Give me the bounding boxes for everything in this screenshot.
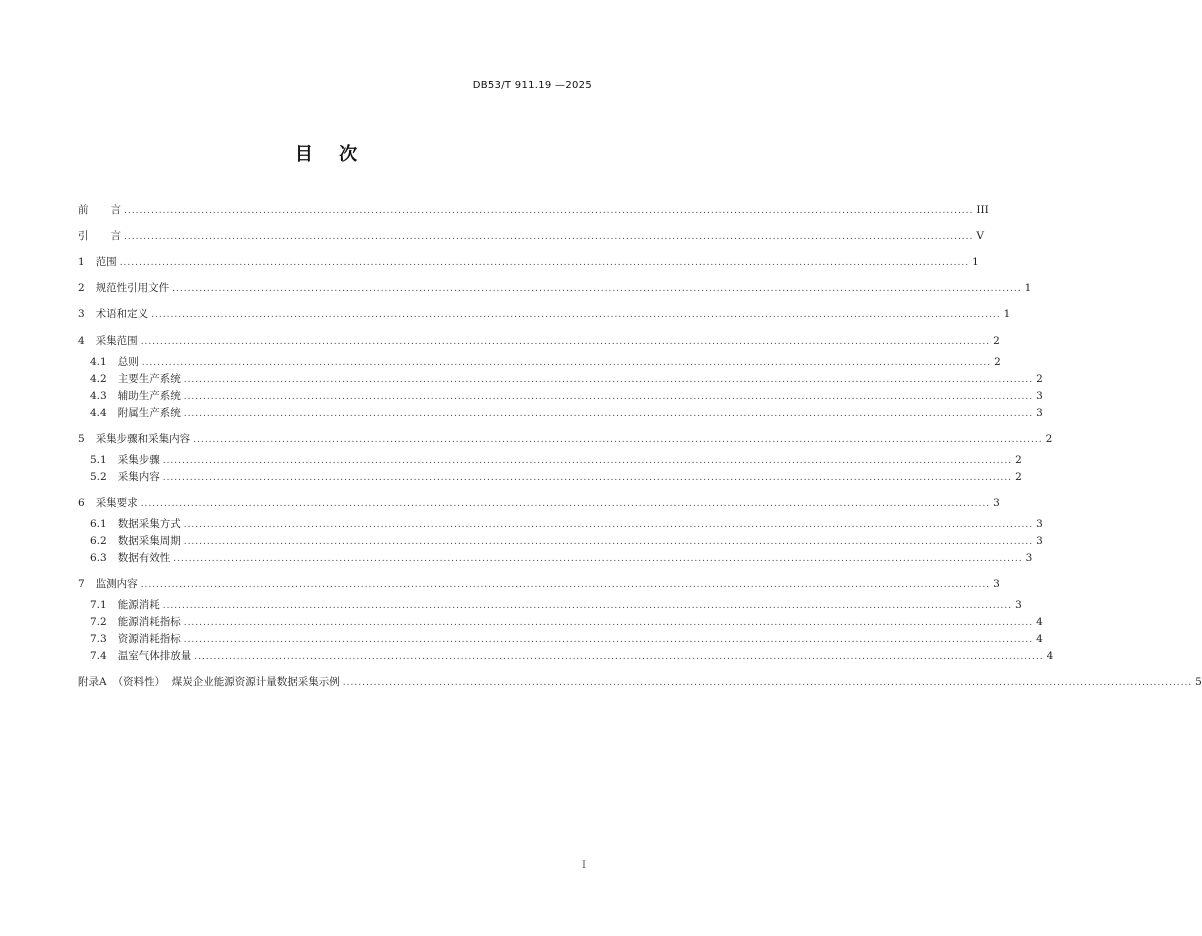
- toc-entry-4[interactable]: [78, 334, 1000, 348]
- toc-entry-label: 数据有效性: [117, 552, 171, 564]
- toc-entry-number: 3: [78, 308, 85, 320]
- toc-entry-number: 5: [78, 433, 85, 445]
- leader-dots: ............................................................................................................................................................................................................................: [183, 618, 1034, 628]
- toc-entry-5-1[interactable]: [90, 453, 1022, 467]
- toc-entry-appendix-a[interactable]: [78, 675, 1202, 689]
- toc-entry-page: 5: [1195, 676, 1202, 688]
- toc-entry-label: 采集内容: [117, 471, 160, 483]
- document-code: DB53/T 911.19 —2025: [472, 80, 592, 91]
- toc-entry-number: 1: [78, 256, 85, 268]
- toc-entry-7[interactable]: [78, 577, 1000, 591]
- toc-entry-number: 5.1: [90, 454, 107, 466]
- toc-entry-page: 4: [1046, 650, 1054, 662]
- leader-dots: ............................................................................................................................................................................................................................: [162, 473, 1013, 483]
- toc-entry-preface[interactable]: [78, 203, 989, 217]
- toc-entry-page: 3: [1015, 599, 1022, 611]
- leader-dots: ............................................................................................................................................................................................................................: [183, 375, 1034, 385]
- toc-entry-number: 4.3: [90, 390, 107, 402]
- leader-dots: ............................................................................................................................................................................................................................: [162, 601, 1013, 611]
- toc-entry-page: 3: [1036, 535, 1043, 547]
- leader-dots: ............................................................................................................................................................................................................................: [124, 232, 974, 242]
- toc-entry-page: 2: [1015, 454, 1022, 466]
- toc-entry-number: 7: [78, 578, 85, 590]
- toc-entry-label: 采集要求: [95, 497, 138, 509]
- toc-entry-number: 5.2: [90, 471, 107, 483]
- toc-entry-7-1[interactable]: [90, 598, 1022, 612]
- toc-entry-4-3[interactable]: [90, 389, 1043, 403]
- toc-entry-page: 3: [993, 578, 1000, 590]
- leader-dots: ............................................................................................................................................................................................................................: [140, 499, 991, 509]
- toc-entry-4-1[interactable]: [90, 355, 1001, 369]
- toc-entry-number: 7.3: [90, 633, 107, 645]
- toc-entry-label: 温室气体排放量: [117, 650, 192, 662]
- toc-entry-label: 术语和定义: [95, 308, 149, 320]
- toc-entry-7-4[interactable]: [90, 649, 1054, 663]
- toc-entry-5[interactable]: [78, 432, 1053, 446]
- leader-dots: ............................................................................................................................................................................................................................: [183, 537, 1034, 547]
- toc-entry-label: 能源消耗: [117, 599, 160, 611]
- toc-entry-6-3[interactable]: [90, 551, 1033, 565]
- leader-dots: ............................................................................................................................................................................................................................: [162, 456, 1013, 466]
- leader-dots: ............................................................................................................................................................................................................................: [183, 635, 1034, 645]
- toc-entry-label: 资源消耗指标: [117, 633, 181, 645]
- toc-entry-page: 1: [1024, 282, 1032, 294]
- page-title: 目 次: [294, 144, 368, 165]
- toc-entry-label: 范围: [95, 256, 117, 268]
- toc-entry-label: 主要生产系统: [117, 373, 181, 385]
- toc-entry-page: III: [976, 204, 989, 216]
- toc-entry-6[interactable]: [78, 496, 1000, 510]
- page-number: I: [582, 860, 586, 871]
- leader-dots: ............................................................................................................................................................................................................................: [119, 258, 970, 268]
- toc-entry-page: 3: [1036, 407, 1043, 419]
- toc-entry-7-2[interactable]: [90, 615, 1043, 629]
- toc-entry-page: 1: [1003, 308, 1011, 320]
- toc-entry-label: 能源消耗指标: [117, 616, 181, 628]
- toc-entry-number: 6.3: [90, 552, 107, 564]
- toc-entry-number: 4.1: [90, 356, 107, 368]
- toc-entry-page: 1: [972, 256, 979, 268]
- toc-entry-label: 辅助生产系统: [117, 390, 181, 402]
- toc-entry-6-2[interactable]: [90, 534, 1043, 548]
- toc-entry-label: 言: [110, 230, 121, 242]
- toc-entry-page: 3: [1036, 518, 1043, 530]
- leader-dots: ............................................................................................................................................................................................................................: [140, 337, 991, 347]
- toc-entry-label: 附属生产系统: [117, 407, 181, 419]
- toc-entry-number: 7.1: [90, 599, 107, 611]
- leader-dots: ............................................................................................................................................................................................................................: [151, 310, 1001, 320]
- toc-entry-number: 2: [78, 282, 85, 294]
- toc-entry-7-3[interactable]: [90, 632, 1043, 646]
- leader-dots: ............................................................................................................................................................................................................................: [194, 652, 1044, 662]
- toc-entry-page: 2: [1015, 471, 1022, 483]
- toc-entry-label: 言: [110, 204, 121, 216]
- leader-dots: ............................................................................................................................................................................................................................: [141, 358, 992, 368]
- leader-dots: ............................................................................................................................................................................................................................: [173, 554, 1023, 564]
- toc-entry-number: 前: [78, 204, 89, 216]
- toc-entry-label: 数据采集方式: [117, 518, 181, 530]
- toc-entry-number: 7.2: [90, 616, 107, 628]
- toc-entry-3[interactable]: [78, 307, 1011, 321]
- toc-entry-page: 2: [993, 335, 1000, 347]
- toc-entry-number: 4.4: [90, 407, 107, 419]
- toc-entry-label: 数据采集周期: [117, 535, 181, 547]
- toc-entry-number: 6.2: [90, 535, 107, 547]
- toc-entry-label: （资料性） 煤炭企业能源资源计量数据采集示例: [112, 676, 340, 688]
- toc-entry-4-4[interactable]: [90, 406, 1043, 420]
- toc-entry-label: 采集步骤: [117, 454, 160, 466]
- leader-dots: ............................................................................................................................................................................................................................: [124, 206, 974, 216]
- toc-entry-2[interactable]: [78, 281, 1032, 295]
- toc-entry-label: 采集步骤和采集内容: [95, 433, 191, 445]
- toc-entry-introduction[interactable]: [78, 229, 984, 243]
- toc-entry-label: 采集范围: [95, 335, 138, 347]
- toc-entry-number: 4: [78, 335, 85, 347]
- leader-dots: ............................................................................................................................................................................................................................: [183, 409, 1034, 419]
- toc-entry-page: 2: [994, 356, 1001, 368]
- leader-dots: ............................................................................................................................................................................................................................: [183, 520, 1034, 530]
- toc-entry-page: 4: [1036, 616, 1043, 628]
- toc-entry-label: 规范性引用文件: [95, 282, 170, 294]
- leader-dots: ............................................................................................................................................................................................................................: [172, 284, 1022, 294]
- toc-entry-5-2[interactable]: [90, 470, 1022, 484]
- toc-entry-page: 2: [1036, 373, 1043, 385]
- toc-entry-label: 总则: [117, 356, 139, 368]
- toc-entry-number: 6.1: [90, 518, 107, 530]
- toc-entry-page: 3: [1025, 552, 1033, 564]
- toc-entry-number: 4.2: [90, 373, 107, 385]
- leader-dots: ............................................................................................................................................................................................................................: [183, 392, 1034, 402]
- toc-entry-number: 引: [78, 230, 89, 242]
- toc-entry-number: 附录A: [78, 676, 107, 688]
- leader-dots: ............................................................................................................................................................................................................................: [193, 435, 1043, 445]
- toc-entry-page: 4: [1036, 633, 1043, 645]
- leader-dots: ............................................................................................................................................................................................................................: [342, 678, 1193, 688]
- toc-entry-label: 监测内容: [95, 578, 138, 590]
- toc-entry-page: 2: [1045, 433, 1053, 445]
- toc-entry-6-1[interactable]: [90, 517, 1043, 531]
- toc-entry-number: 6: [78, 497, 85, 509]
- toc-entry-page: V: [976, 230, 984, 242]
- toc-entry-page: 3: [1036, 390, 1043, 402]
- toc-entry-1[interactable]: [78, 255, 979, 269]
- toc-entry-number: 7.4: [90, 650, 107, 662]
- leader-dots: ............................................................................................................................................................................................................................: [140, 580, 991, 590]
- toc-entry-4-2[interactable]: [90, 372, 1043, 386]
- toc-entry-page: 3: [993, 497, 1000, 509]
